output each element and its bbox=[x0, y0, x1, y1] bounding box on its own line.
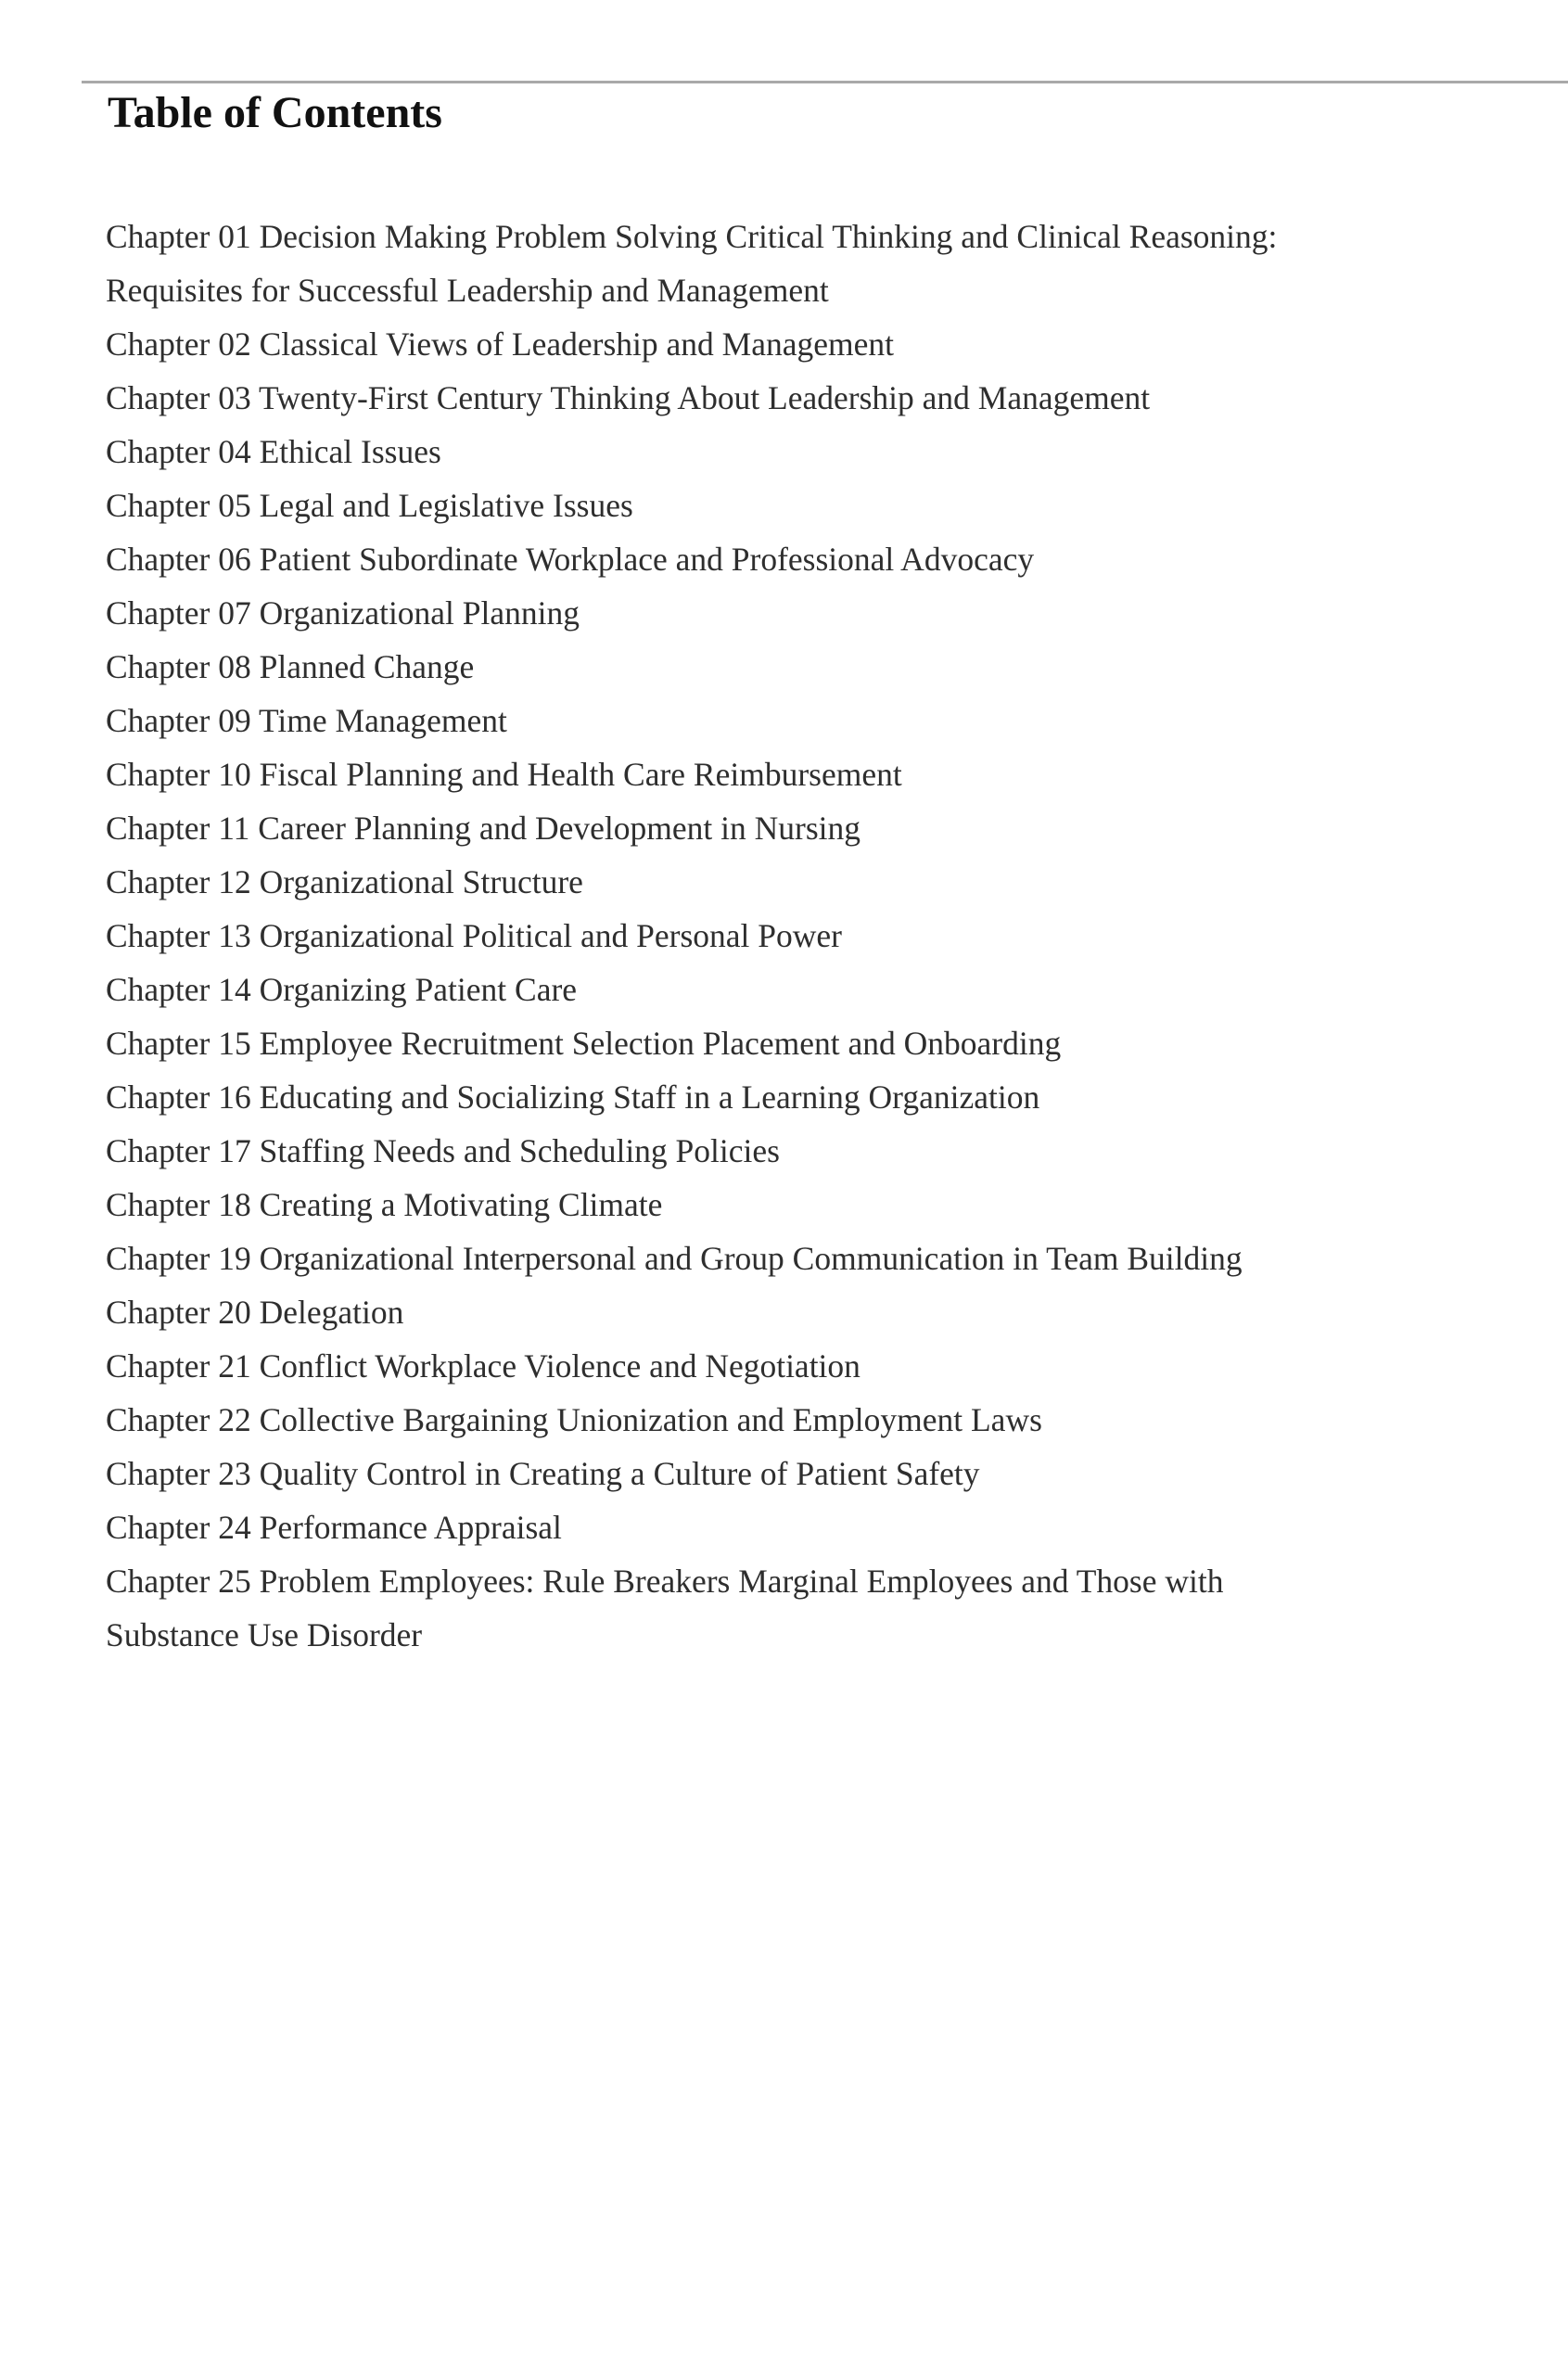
toc-entry: Chapter 08 Planned Change bbox=[106, 648, 475, 685]
toc-entry: Chapter 11 Career Planning and Development in Nursing bbox=[106, 810, 861, 847]
toc-entry: Chapter 24 Performance Appraisal bbox=[106, 1509, 562, 1546]
toc-entry: Chapter 07 Organizational Planning bbox=[106, 594, 580, 632]
toc-entry: Chapter 02 Classical Views of Leadership and Management bbox=[106, 325, 894, 363]
toc-entry: Chapter 22 Collective Bargaining Unionization and Employment Laws bbox=[106, 1401, 1042, 1438]
toc-entry: Chapter 03 Twenty-First Century Thinking About Leadership and Management bbox=[106, 379, 1151, 416]
toc-entry: Chapter 13 Organizational Political and Personal Power bbox=[106, 917, 842, 954]
toc-entry: Chapter 10 Fiscal Planning and Health Care Reimbursement bbox=[106, 756, 902, 793]
toc-entry: Chapter 20 Delegation bbox=[106, 1294, 404, 1331]
toc-entry: Chapter 21 Conflict Workplace Violence and Negotiation bbox=[106, 1347, 860, 1385]
toc-entry: Chapter 17 Staffing Needs and Scheduling Policies bbox=[106, 1132, 780, 1169]
toc-entry: Chapter 25 Problem Employees: Rule Breakers Marginal Employees and Those with bbox=[106, 1563, 1224, 1600]
page-title: Table of Contents bbox=[108, 88, 442, 137]
toc-entry: Chapter 05 Legal and Legislative Issues bbox=[106, 487, 633, 524]
toc-entry: Substance Use Disorder bbox=[106, 1616, 423, 1653]
toc-list bbox=[106, 210, 1422, 1662]
toc-entry: Chapter 04 Ethical Issues bbox=[106, 433, 441, 470]
toc-entry: Requisites for Successful Leadership and Management bbox=[106, 272, 829, 309]
toc-entry: Chapter 09 Time Management bbox=[106, 702, 507, 739]
toc-entry: Chapter 18 Creating a Motivating Climate bbox=[106, 1186, 663, 1223]
toc-entry: Chapter 12 Organizational Structure bbox=[106, 863, 583, 900]
toc-entry: Chapter 01 Decision Making Problem Solving Critical Thinking and Clinical Reasoning: bbox=[106, 218, 1278, 255]
toc-entry: Chapter 15 Employee Recruitment Selection Placement and Onboarding bbox=[106, 1025, 1062, 1062]
toc-entry: Chapter 14 Organizing Patient Care bbox=[106, 971, 578, 1008]
toc-entry: Chapter 16 Educating and Socializing Staff in a Learning Organization bbox=[106, 1079, 1040, 1116]
toc-entry: Chapter 23 Quality Control in Creating a Culture of Patient Safety bbox=[106, 1455, 980, 1492]
toc-entry: Chapter 19 Organizational Interpersonal and Group Communication in Team Building bbox=[106, 1240, 1243, 1277]
toc-entry: Chapter 06 Patient Subordinate Workplace and Professional Advocacy bbox=[106, 541, 1035, 578]
